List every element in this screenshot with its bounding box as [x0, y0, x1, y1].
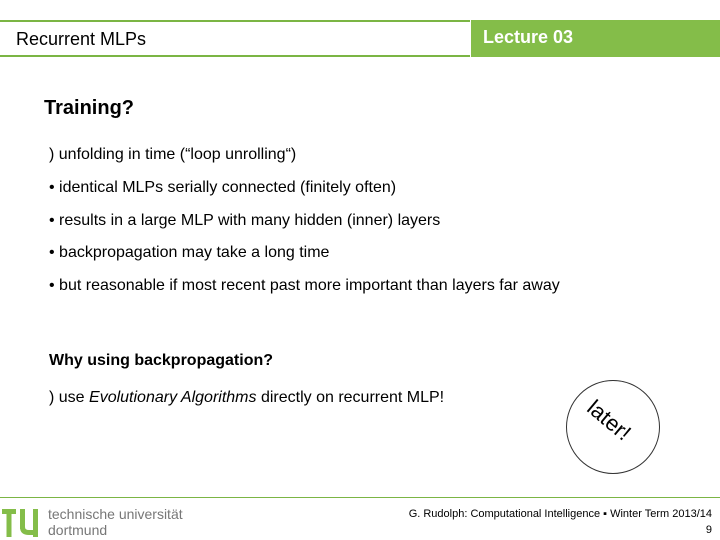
- lecture-label: Lecture 03: [483, 27, 574, 47]
- training-line-unfolding: ) unfolding in time (“loop unrolling“): [49, 146, 297, 163]
- header-lecture-bar: [471, 20, 720, 57]
- training-line-reasonable: • but reasonable if most recent past more important than layers far away: [49, 277, 560, 294]
- footer-divider: [0, 497, 720, 498]
- ea-answer-suffix: directly on recurrent MLP!: [256, 389, 445, 406]
- slide-title: Recurrent MLPs: [16, 29, 147, 49]
- training-heading: Training?: [44, 97, 134, 119]
- ea-answer-emphasis: Evolutionary Algorithms: [89, 389, 257, 406]
- later-stamp: [566, 380, 660, 474]
- university-name: [48, 506, 183, 538]
- footer-citation-text: G. Rudolph: Computational Intelligence ▪ Winter Term 2013/14: [408, 508, 712, 520]
- footer-citation: [409, 506, 712, 538]
- training-line-large-mlp: • results in a large MLP with many hidden (inner) layers: [49, 212, 441, 229]
- training-line-identical: • identical MLPs serially connected (finitely often): [49, 179, 397, 196]
- university-name-line2: dortmund: [48, 522, 108, 538]
- why-heading: Why using backpropagation?: [49, 352, 274, 369]
- ea-answer-line: [49, 389, 444, 407]
- university-name-line1: technische universität: [48, 506, 183, 522]
- page-number: 9: [705, 524, 712, 536]
- header-title-bar: [0, 20, 470, 57]
- later-stamp-text: later!: [582, 394, 637, 446]
- ea-answer-prefix: ) use: [49, 389, 90, 406]
- training-line-long-time: • backpropagation may take a long time: [49, 244, 330, 261]
